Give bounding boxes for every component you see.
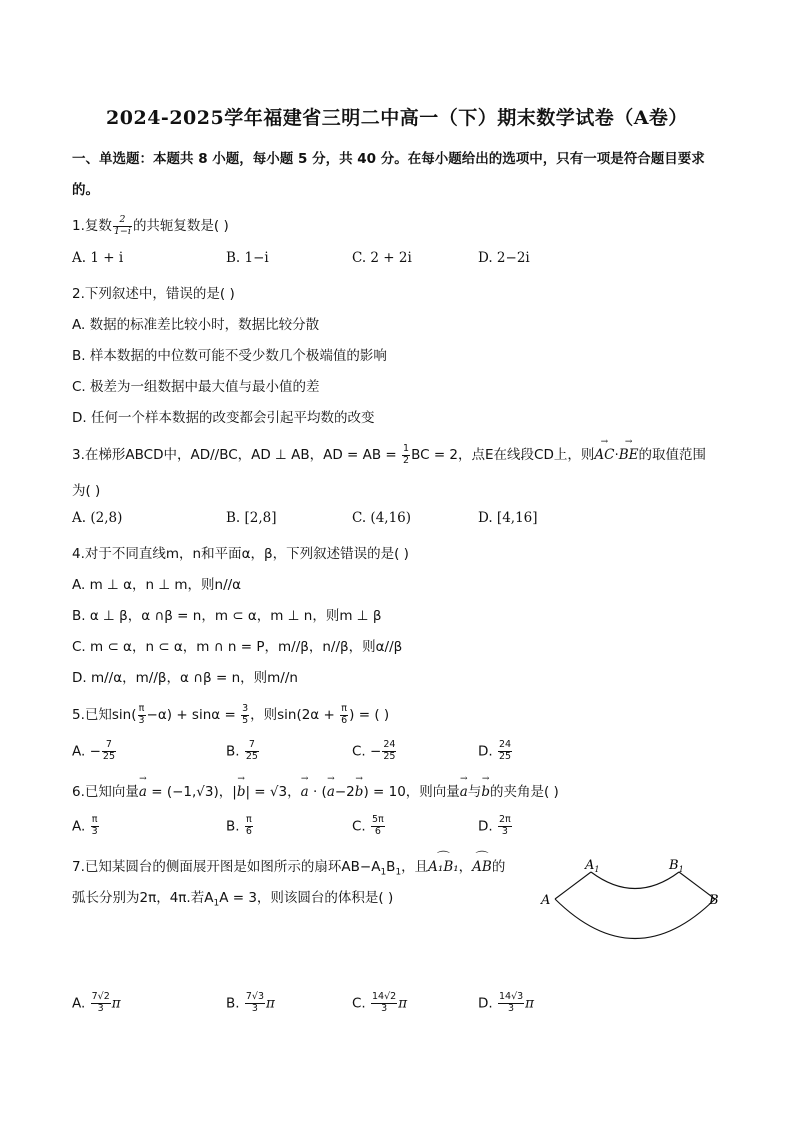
q6-c-den: 6 xyxy=(374,825,381,837)
q7-option-d xyxy=(478,992,534,1015)
q6-b-num: π xyxy=(246,814,252,825)
q1-prefix: 1.复数 xyxy=(72,218,112,234)
q3-option-a: A. (2,8) xyxy=(72,510,123,526)
q6-d-frac xyxy=(498,815,512,838)
q6-option-d xyxy=(478,815,513,838)
question-6-stem xyxy=(72,780,559,800)
q5-d-label: D. xyxy=(478,743,497,760)
q1-option-a: A. 1 + i xyxy=(72,250,124,266)
q3-option-b: B. [2,8] xyxy=(226,510,277,526)
q6-p8: 的夹角是( ) xyxy=(490,784,559,800)
q6-option-c xyxy=(352,815,386,838)
q6-p4: · ( xyxy=(308,784,327,800)
q6-c-frac xyxy=(371,815,385,838)
q7-c-den: 3 xyxy=(381,1002,388,1014)
q6-vector-a2: → a xyxy=(301,784,309,800)
q5-b-den: 25 xyxy=(245,750,258,762)
question-7-stem xyxy=(72,855,505,878)
q7-d-num: 14√3 xyxy=(498,991,524,1002)
q3-frac-den: 2 xyxy=(403,454,410,466)
q5-option-d xyxy=(478,740,513,763)
q5-b-frac xyxy=(245,740,259,763)
q5-b-num: 7 xyxy=(245,740,259,752)
q3-vector-be: → BE xyxy=(619,447,639,463)
q5-d-frac xyxy=(498,740,512,763)
q4-option-a: A. m ⊥ α，n ⊥ m，则n//α xyxy=(72,577,242,593)
label-b: B xyxy=(709,893,719,908)
q5-c-frac xyxy=(382,740,396,763)
q7-option-c xyxy=(352,992,407,1015)
q3-option-c: C. (4,16) xyxy=(352,510,412,526)
q3-frac-num: 1 xyxy=(403,442,410,454)
question-4-stem: 4.对于不同直线m，n和平面α，β，下列叙述错误的是( ) xyxy=(72,546,409,562)
q3-vector-ac: → AC xyxy=(594,447,614,463)
q2-option-b: B. 样本数据的中位数可能不受少数几个极端值的影响 xyxy=(72,348,387,364)
q5-p4: ) = ( ) xyxy=(349,707,390,723)
sector-ring-figure xyxy=(535,850,735,950)
q5-p2: −α) + sinα = xyxy=(146,707,241,723)
q7-c-num: 14√2 xyxy=(372,991,397,1002)
q5-c-den: 25 xyxy=(383,750,396,762)
q6-option-b xyxy=(226,815,254,838)
q6-a-label: A. xyxy=(72,818,90,835)
q5-a-sign: − xyxy=(89,743,101,760)
q3-dot: · xyxy=(614,447,619,463)
q7-arc-a1b1: ⌒ A₁B₁ xyxy=(428,859,459,875)
q5-option-c xyxy=(352,740,397,763)
q7-sub1: 1 xyxy=(380,867,387,878)
q5-a-frac xyxy=(102,740,116,763)
q7-c-frac xyxy=(371,992,397,1015)
q7-p3: ， xyxy=(458,859,473,875)
q7-sub3: 1 xyxy=(213,898,220,909)
q5-frac3 xyxy=(340,704,348,727)
label-b1: $B_1$ xyxy=(669,858,684,874)
q5-option-b xyxy=(226,740,260,763)
q6-vector-a4: → a xyxy=(460,784,468,800)
q6-a-frac xyxy=(91,815,99,838)
q7-a-pi: π xyxy=(111,995,121,1012)
q7-c-label: C. xyxy=(352,995,371,1012)
question-1-stem xyxy=(72,214,229,237)
q6-vector-b2: → b xyxy=(355,784,364,800)
q6-c-label: C. xyxy=(352,818,371,835)
q6-p7: 与 xyxy=(467,784,482,800)
section-heading-cont xyxy=(72,178,99,198)
left-edge xyxy=(555,872,591,899)
q7-stem-cont xyxy=(72,886,393,909)
q7-d-frac xyxy=(498,992,524,1015)
section-heading-line2: 的。 xyxy=(72,182,99,198)
q6-b-den: 6 xyxy=(245,825,252,837)
q6-d-den: 3 xyxy=(501,825,508,837)
q5-frac1-num: π xyxy=(138,702,145,714)
q6-vector-a3: → a xyxy=(327,784,335,800)
q7-d-label: D. xyxy=(478,995,497,1012)
q4-option-c: C. m ⊂ α，n ⊂ α，m ∩ n = P，m//β，n//β，则α//β xyxy=(72,639,403,655)
q7-p1: 7.已知某圆台的侧面展开图是如图所示的扇环AB−A xyxy=(72,859,381,875)
q1-fraction xyxy=(113,215,132,238)
label-a1: $A_1$ xyxy=(585,858,600,874)
q6-d-num: 2π xyxy=(498,814,511,825)
section-heading xyxy=(72,147,705,167)
q5-p3: ，则sin(2α + xyxy=(250,707,340,723)
q7-line2b: A = 3，则该圆台的体积是( ) xyxy=(219,890,394,906)
q6-p5: −2 xyxy=(334,784,355,800)
q6-a-num: π xyxy=(91,814,98,825)
q7-p4: 的 xyxy=(491,859,506,875)
q4-option-b: B. α ⊥ β，α ∩β = n，m ⊂ α，m ⊥ n，则m ⊥ β xyxy=(72,608,382,624)
q5-p1: 5.已知sin( xyxy=(72,707,137,723)
q7-a-frac xyxy=(91,992,111,1015)
q1-suffix: 的共轭复数是( ) xyxy=(132,218,229,234)
q6-c-num: 5π xyxy=(372,814,384,825)
q6-p2: = (−1,√3)，| xyxy=(146,784,237,800)
q7-a-den: 3 xyxy=(97,1002,104,1014)
q3-part1: 3.在梯形ABCD中，AD//BC，AD ⊥ AB，AD = AB = xyxy=(72,447,402,463)
q5-d-den: 25 xyxy=(498,750,512,762)
q7-b-frac xyxy=(245,992,265,1015)
q6-b-label: B. xyxy=(226,818,244,835)
question-3-stem xyxy=(72,443,706,466)
q7-b-pi: π xyxy=(266,995,275,1012)
q6-d-label: D. xyxy=(478,818,497,835)
q5-c-num: 24 xyxy=(383,739,396,750)
q7-b-num: 7√3 xyxy=(245,991,265,1002)
q4-option-d: D. m//α，m//β，α ∩β = n，则m//n xyxy=(72,670,298,686)
q7-option-a xyxy=(72,992,121,1015)
q7-d-den: 3 xyxy=(508,1002,515,1014)
question-5-stem xyxy=(72,703,389,726)
q3-part2: BC = 2，点E在线段CD上，则 xyxy=(411,447,595,463)
q7-arc-ab: ⌒ AB xyxy=(472,859,492,875)
q5-frac1 xyxy=(138,704,146,727)
q1-option-c: C. 2 + 2i xyxy=(352,250,412,266)
q7-line2: 弧长分别为2π，4π.若A xyxy=(72,890,214,906)
q6-p6: ) = 10，则向量 xyxy=(363,784,460,800)
q7-a-label: A. xyxy=(72,995,90,1012)
q6-p3: | = √3， xyxy=(245,784,301,800)
q1-option-b: B. 1−i xyxy=(226,250,269,266)
section-heading-line1: 一、单选题：本题共 8 小题，每小题 5 分，共 40 分。在每小题给出的选项中，只有一项是符合题目要求 xyxy=(72,151,705,167)
q6-a-den: 3 xyxy=(91,825,98,837)
page-title: 2024-2025学年福建省三明二中高一（下）期末数学试卷（A卷） xyxy=(106,107,688,129)
q1-option-d: D. 2−2i xyxy=(478,250,530,266)
q5-option-a xyxy=(72,740,117,763)
q6-vector-b: → b xyxy=(237,784,246,800)
q5-c-label: C. xyxy=(352,743,371,760)
q5-frac1-den: 3 xyxy=(138,714,145,726)
q3-part3: 的取值范围 xyxy=(638,447,707,463)
q2-option-c: C. 极差为一组数据中最大值与最小值的差 xyxy=(72,379,320,395)
q5-b-label: B. xyxy=(226,743,244,760)
q2-option-a: A. 数据的标准差比较小时，数据比较分散 xyxy=(72,317,320,333)
q1-frac-num: 2 xyxy=(113,215,132,227)
q1-frac-den: 1−i xyxy=(113,225,131,237)
q7-sub2: 1 xyxy=(395,867,402,878)
q6-b-frac xyxy=(245,815,253,838)
q5-d-num: 24 xyxy=(498,739,512,750)
q5-frac3-num: π xyxy=(341,702,347,714)
q5-a-label: A. xyxy=(72,743,90,760)
q7-b-den: 3 xyxy=(251,1002,258,1014)
q7-d-pi: π xyxy=(525,995,535,1012)
q7-b-label: B. xyxy=(226,995,244,1012)
q3-stem-cont: 为( ) xyxy=(72,483,101,499)
q5-frac2 xyxy=(241,704,249,727)
q5-a-den: 25 xyxy=(102,750,115,762)
question-2-stem: 2.下列叙述中，错误的是( ) xyxy=(72,286,235,302)
q7-option-b xyxy=(226,992,275,1015)
inner-arc xyxy=(591,872,679,889)
q7-p2: ，且 xyxy=(401,859,429,875)
q5-a-num: 7 xyxy=(102,740,116,752)
q6-p1: 6.已知向量 xyxy=(72,784,139,800)
q7-a-num: 7√2 xyxy=(91,991,110,1002)
q6-vector-a: → a xyxy=(139,784,147,800)
q7-p1b: B xyxy=(386,859,396,875)
outer-arc xyxy=(555,899,715,939)
q6-vector-b3: → b xyxy=(481,784,490,800)
q5-frac3-den: 6 xyxy=(341,714,348,726)
q6-option-a xyxy=(72,815,100,838)
q7-c-pi: π xyxy=(398,995,408,1012)
q3-fraction xyxy=(402,444,410,467)
label-a: A xyxy=(541,893,551,908)
q5-frac2-num: 3 xyxy=(242,702,249,714)
q5-frac2-den: 5 xyxy=(242,714,249,726)
q5-c-sign: − xyxy=(370,743,382,760)
q2-option-d: D. 任何一个样本数据的改变都会引起平均数的改变 xyxy=(72,410,375,426)
q3-option-d: D. [4,16] xyxy=(478,510,538,526)
